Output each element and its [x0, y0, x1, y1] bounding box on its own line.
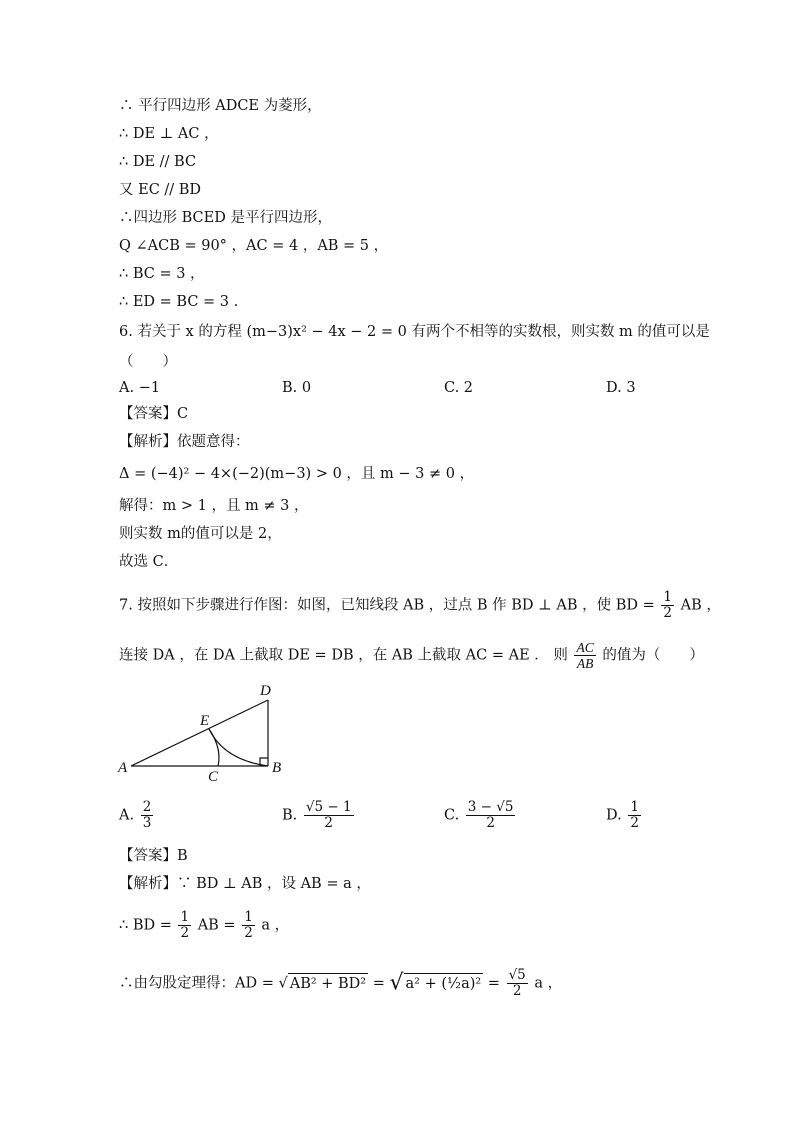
proof-line-6: Q ∠ACB = 90° ，AC = 4 ，AB = 5 ，: [119, 238, 389, 254]
step-text: ∴由勾股定理得：AD =: [119, 975, 274, 992]
step-text: a ，: [534, 975, 563, 992]
q6-analysis-head: 【解析】依题意得：: [119, 434, 250, 450]
fraction-ac-over-ab: [574, 640, 595, 671]
fraction-denominator: 3: [142, 815, 152, 831]
q6-option-c: C. 2: [444, 380, 474, 396]
proof-line-4: 又 EC // BD: [119, 182, 202, 198]
q6-step-4: 故选 C．: [119, 554, 179, 570]
proof-line-1: ∴ 平行四边形 ADCE 为菱形，: [119, 98, 322, 114]
q7-option-b: [282, 800, 356, 831]
option-fraction: [304, 800, 354, 831]
fraction-numerator: 1: [180, 909, 190, 925]
option-fraction: [628, 800, 641, 831]
q7-stem-b: 连接 DA ，在 DA 上截取 DE = DB ，在 AB 上截取 AC = AE ． 则: [119, 647, 568, 664]
fraction-denominator: AB: [576, 656, 594, 671]
fraction-numerator: √5 − 1: [305, 799, 352, 815]
label-d: D: [260, 683, 271, 699]
fraction-root5-over-2: [507, 968, 528, 999]
sqrt-radicand: AB² + BD²: [288, 973, 368, 994]
triangle-figure: [112, 678, 292, 784]
q7-stem-line-2: [119, 640, 704, 671]
segment-ad: [131, 700, 268, 766]
q7-analysis-head: 【解析】∵ BD ⊥ AB ，设 AB = a ，: [119, 876, 371, 892]
proof-line-5: ∴四边形 BCED 是平行四边形，: [119, 210, 332, 226]
option-label: C.: [444, 807, 460, 824]
q7-option-c: [444, 800, 517, 831]
q6-stem: 6. 若关于 x 的方程 (m−3)x² − 4x − 2 = 0 有两个不相等的实数根，则实数 m 的值可以是: [119, 324, 710, 340]
fraction-denominator: 2: [512, 983, 522, 999]
label-c: C: [208, 769, 219, 784]
fraction-denominator: 2: [244, 925, 253, 941]
fraction-denominator: 2: [630, 815, 639, 831]
fraction-numerator: 1: [663, 589, 672, 605]
proof-line-2: ∴ DE ⊥ AC ，: [119, 126, 219, 142]
label-a: A: [118, 760, 128, 776]
q7-answer: 【答案】B: [119, 848, 188, 864]
q7-stem-a-end: AB ，: [680, 597, 721, 614]
step-text: ∴ BD =: [119, 917, 172, 934]
arc-ec: [209, 729, 219, 766]
q6-option-a: A. −1: [119, 380, 161, 396]
step-text: AB =: [197, 917, 236, 934]
fraction-numerator: 1: [630, 799, 639, 815]
q7-stem-line-1: [119, 590, 721, 621]
q6-option-b: B. 0: [282, 380, 312, 396]
q7-option-a: [119, 800, 155, 831]
q6-answer: 【答案】C: [119, 406, 189, 422]
option-label: A.: [119, 807, 135, 824]
q7-stem-b-end: 的值为（ ）: [602, 647, 704, 664]
q7-step-2: [119, 968, 562, 999]
step-text: =: [372, 975, 385, 992]
fraction-one-half: [242, 910, 255, 941]
fraction-numerator: 2: [142, 799, 152, 815]
fraction-denominator: 2: [180, 925, 190, 941]
q6-step-2: 解得：m > 1 ，且 m ≠ 3 ，: [119, 498, 309, 514]
q7-option-d: [606, 800, 643, 831]
label-b: B: [272, 760, 282, 776]
option-fraction: [141, 800, 154, 831]
fraction-numerator: AC: [576, 640, 594, 655]
proof-line-7: ∴ BC = 3 ，: [119, 266, 205, 282]
label-e: E: [200, 713, 210, 729]
q6-step-3: 则实数 m的值可以是 2，: [119, 526, 282, 542]
proof-line-8: ∴ ED = BC = 3 .: [119, 294, 239, 310]
fraction-one-half: [661, 590, 674, 621]
q6-step-1: Δ = (−4)² − 4×(−2)(m−3) > 0 ，且 m − 3 ≠ 0 ，: [119, 466, 475, 482]
step-text: =: [487, 975, 500, 992]
q7-stem-a: 7. 按照如下步骤进行作图：如图，已知线段 AB ，过点 B 作 BD ⊥ AB ，使 BD =: [119, 597, 655, 614]
sqrt-sign: √: [278, 975, 288, 992]
fraction-numerator: 3 − √5: [467, 799, 514, 815]
fraction-denominator: 2: [663, 605, 672, 621]
q6-paren: （ ）: [119, 354, 177, 370]
fraction-denominator: 2: [486, 815, 495, 831]
option-fraction: [466, 800, 516, 831]
q6-option-d: D. 3: [606, 380, 636, 396]
fraction-numerator: √5: [508, 967, 526, 983]
step-text: a ，: [261, 917, 290, 934]
sqrt-radicand: a² + (½a)²: [404, 973, 484, 994]
q7-step-1: [119, 910, 289, 941]
sqrt-sign: √: [389, 970, 404, 996]
fraction-one-half: [178, 910, 191, 941]
proof-line-3: ∴ DE // BC: [119, 154, 197, 170]
fraction-denominator: 2: [324, 815, 334, 831]
option-label: B.: [282, 807, 298, 824]
fraction-numerator: 1: [244, 909, 253, 925]
option-label: D.: [606, 807, 622, 824]
